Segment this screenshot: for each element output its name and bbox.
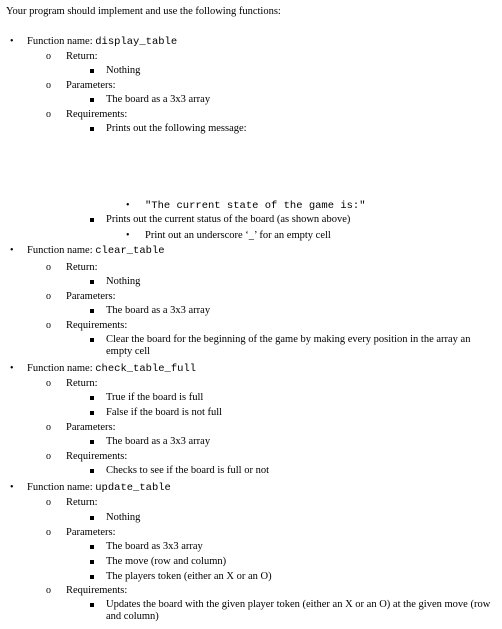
requirements-label: Requirements:	[66, 451, 128, 462]
requirement-subitem: Print out an underscore ‘_’ for an empty cell	[145, 230, 331, 241]
parameter-item: The move (row and column)	[106, 556, 227, 567]
requirement-item: Prints out the following message:	[106, 123, 247, 134]
parameter-item: The board as a 3x3 array	[106, 94, 211, 105]
return-label: Return:	[66, 497, 98, 508]
function-name-label: Function name:	[27, 363, 96, 374]
requirements-label: Requirements:	[66, 320, 128, 331]
bullet-disc: •	[126, 230, 130, 241]
bullet-disc: •	[10, 245, 14, 256]
bullet-square	[90, 338, 94, 342]
parameter-item: The players token (either an X or an O)	[106, 571, 272, 582]
requirement-item: Checks to see if the board is full or not	[106, 465, 270, 476]
function-name-label: Function name:	[27, 36, 96, 47]
parameters-label: Parameters:	[66, 291, 116, 302]
bullet-square	[90, 127, 94, 131]
bullet-circle: o	[46, 51, 51, 62]
bullet-disc: •	[10, 363, 14, 374]
requirement-item: Prints out the current status of the board (as shown above)	[106, 214, 351, 225]
parameter-item: The board as a 3x3 array	[106, 436, 211, 447]
bullet-square	[90, 69, 94, 73]
bullet-circle: o	[46, 497, 51, 508]
intro-text: Your program should implement and use the following functions:	[6, 6, 281, 17]
bullet-circle: o	[46, 378, 51, 389]
bullet-circle: o	[46, 320, 51, 331]
requirement-item: Clear the board for the beginning of the game by making every position in the array an empty cell	[106, 334, 471, 357]
bullet-circle: o	[46, 291, 51, 302]
return-label: Return:	[66, 378, 98, 389]
requirement-item: Updates the board with the given player token (either an X or an O) at the given move (row and column)	[106, 599, 491, 622]
bullet-square	[90, 560, 94, 564]
return-label: Return:	[66, 262, 98, 273]
bullet-circle: o	[46, 585, 51, 596]
return-item: Nothing	[106, 276, 141, 287]
bullet-circle: o	[46, 80, 51, 91]
bullet-square	[90, 411, 94, 415]
parameters-label: Parameters:	[66, 422, 116, 433]
bullet-disc: •	[10, 36, 14, 47]
return-item: Nothing	[106, 512, 141, 523]
bullet-disc: •	[10, 482, 14, 493]
bullet-square	[90, 545, 94, 549]
bullet-square	[90, 280, 94, 284]
bullet-square	[90, 469, 94, 473]
return-item: Nothing	[106, 65, 141, 76]
function-name-label: Function name:	[27, 482, 96, 493]
requirements-label: Requirements:	[66, 585, 128, 596]
bullet-square	[90, 218, 94, 222]
bullet-circle: o	[46, 527, 51, 538]
return-label: Return:	[66, 51, 98, 62]
parameter-item: The board as a 3x3 array	[106, 305, 211, 316]
function-name: clear_table	[95, 245, 165, 257]
parameter-item: The board as 3x3 array	[106, 541, 203, 552]
return-item: False if the board is not full	[106, 407, 223, 418]
function-heading	[27, 363, 196, 375]
requirements-label: Requirements:	[66, 109, 128, 120]
bullet-circle: o	[46, 262, 51, 273]
bullet-square	[90, 309, 94, 313]
bullet-square	[90, 396, 94, 400]
bullet-circle: o	[46, 451, 51, 462]
function-heading	[27, 482, 171, 494]
function-name: check_table_full	[95, 363, 197, 375]
function-heading	[27, 36, 177, 48]
function-name: update_table	[95, 482, 171, 494]
function-name: display_table	[95, 36, 178, 48]
bullet-circle: o	[46, 422, 51, 433]
function-heading	[27, 245, 165, 257]
bullet-square	[90, 98, 94, 102]
message-text: "The current state of the game is:"	[145, 200, 366, 212]
bullet-square	[90, 440, 94, 444]
bullet-square	[90, 575, 94, 579]
function-name-label: Function name:	[27, 245, 96, 256]
bullet-circle: o	[46, 109, 51, 120]
bullet-square	[90, 516, 94, 520]
bullet-disc: •	[126, 200, 130, 211]
parameters-label: Parameters:	[66, 527, 116, 538]
return-item: True if the board is full	[106, 392, 204, 403]
parameters-label: Parameters:	[66, 80, 116, 91]
bullet-square	[90, 603, 94, 607]
